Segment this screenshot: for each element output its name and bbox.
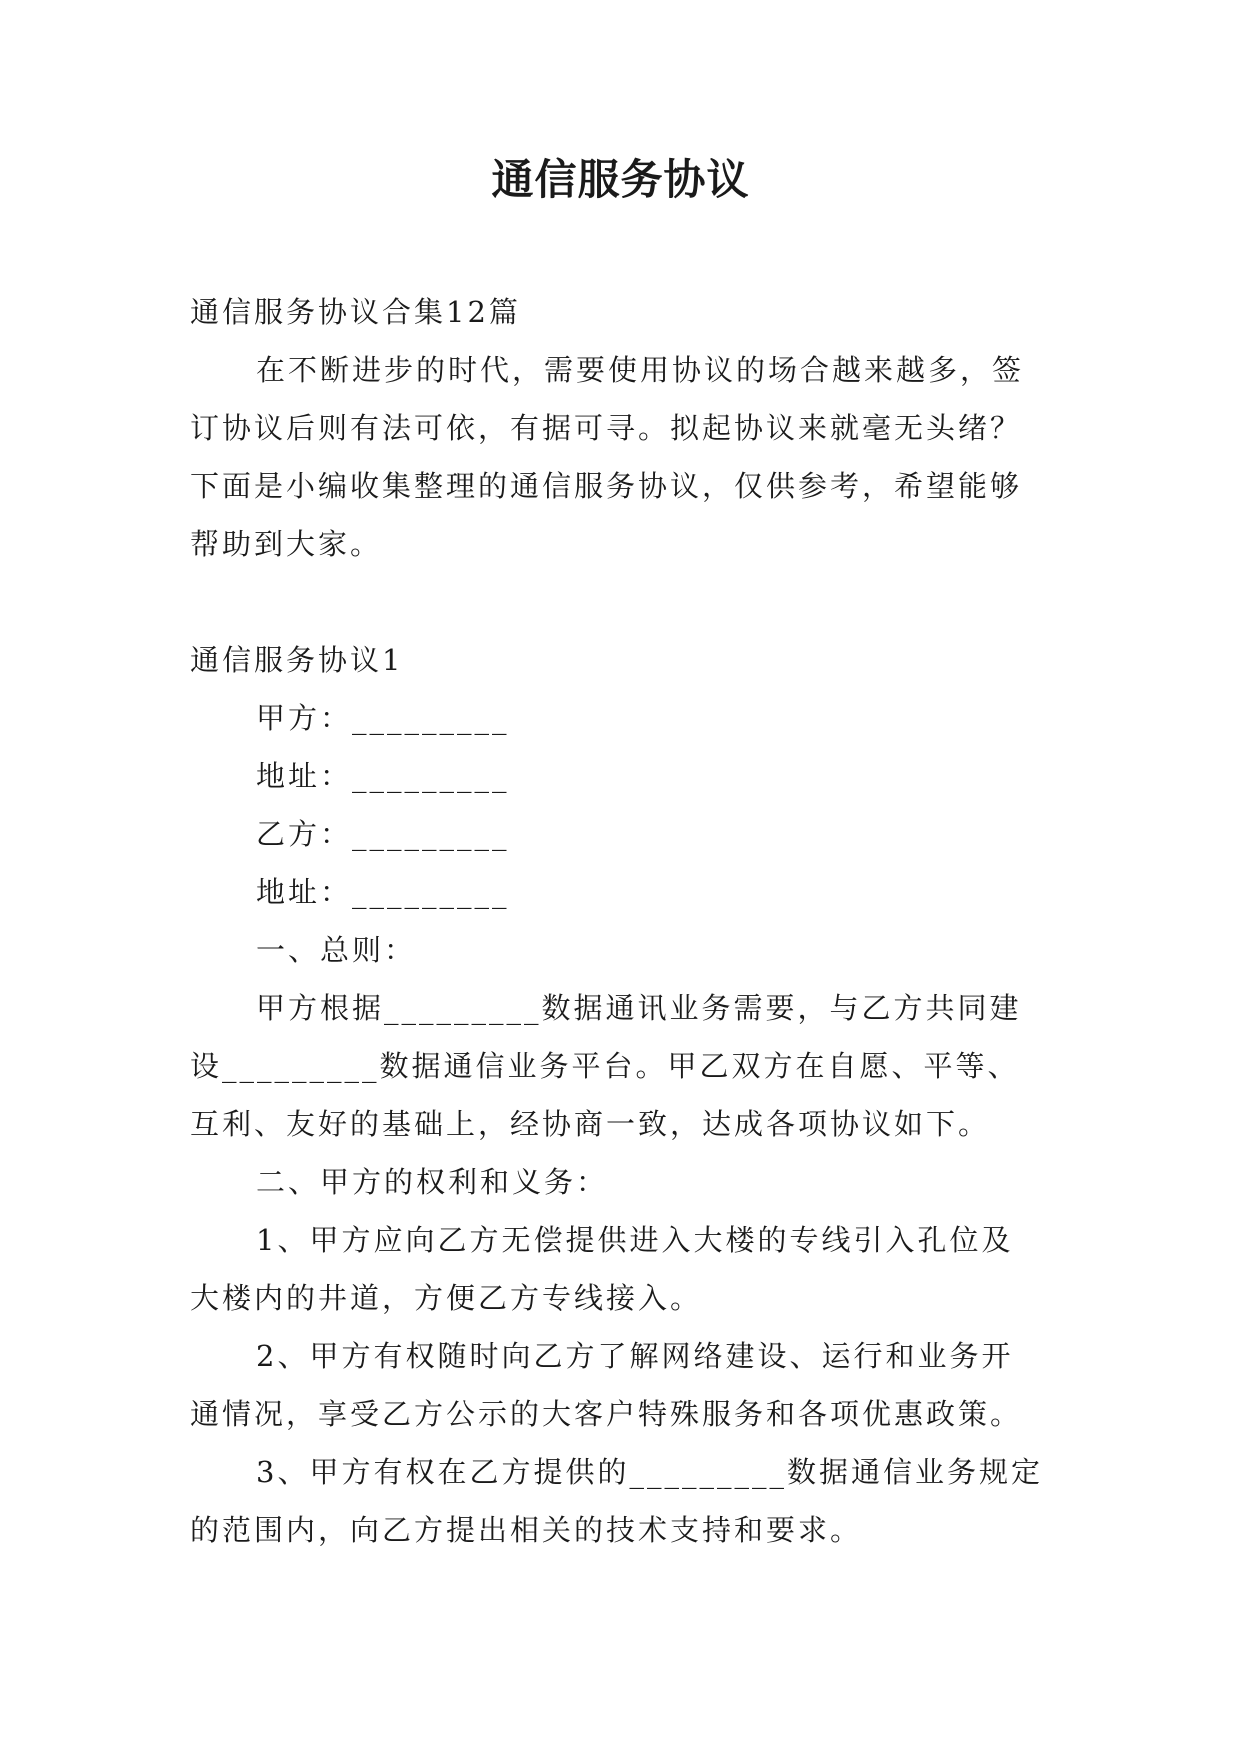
intro-line: 订协议后则有法可依，有据可寻。拟起协议来就毫无头绪？	[190, 411, 1023, 445]
document-title: 通信服务协议	[491, 155, 750, 204]
collection-subtitle: 通信服务协议合集12篇	[190, 295, 521, 329]
section-title: 通信服务协议1	[190, 643, 404, 677]
intro-line: 帮助到大家。	[190, 527, 383, 561]
document-body	[190, 283, 1056, 1559]
clause-1-line: 1、甲方应向乙方无偿提供进入大楼的专线引入孔位及	[256, 1223, 1014, 1257]
general-text-line: 甲方根据_________数据通讯业务需要，与乙方共同建	[256, 991, 1022, 1025]
party-line-a: 甲方：_________	[256, 701, 510, 735]
general-text-line: 设_________数据通信业务平台。甲乙双方在自愿、平等、	[190, 1049, 1020, 1083]
clause-3-line: 3、甲方有权在乙方提供的_________数据通信业务规定	[256, 1455, 1043, 1489]
party-line-b: 乙方：_________	[256, 817, 510, 851]
clause-3-line: 的范围内，向乙方提出相关的技术支持和要求。	[190, 1513, 863, 1547]
address-line-a: 地址：_________	[256, 759, 510, 793]
spacer	[190, 573, 1056, 631]
clause-2-line: 通情况，享受乙方公示的大客户特殊服务和各项优惠政策。	[190, 1397, 1023, 1431]
intro-line: 在不断进步的时代，需要使用协议的场合越来越多，签	[256, 353, 1025, 387]
general-heading: 一、总则：	[256, 933, 417, 967]
general-text-line: 互利、友好的基础上，经协商一致，达成各项协议如下。	[190, 1107, 991, 1141]
address-line-b: 地址：_________	[256, 875, 510, 909]
intro-line: 下面是小编收集整理的通信服务协议，仅供参考，希望能够	[190, 469, 1023, 503]
clause-1-line: 大楼内的井道，方便乙方专线接入。	[190, 1281, 703, 1315]
clause-2-line: 2、甲方有权随时向乙方了解网络建设、运行和业务开	[256, 1339, 1014, 1373]
rights-heading: 二、甲方的权利和义务：	[256, 1165, 609, 1199]
